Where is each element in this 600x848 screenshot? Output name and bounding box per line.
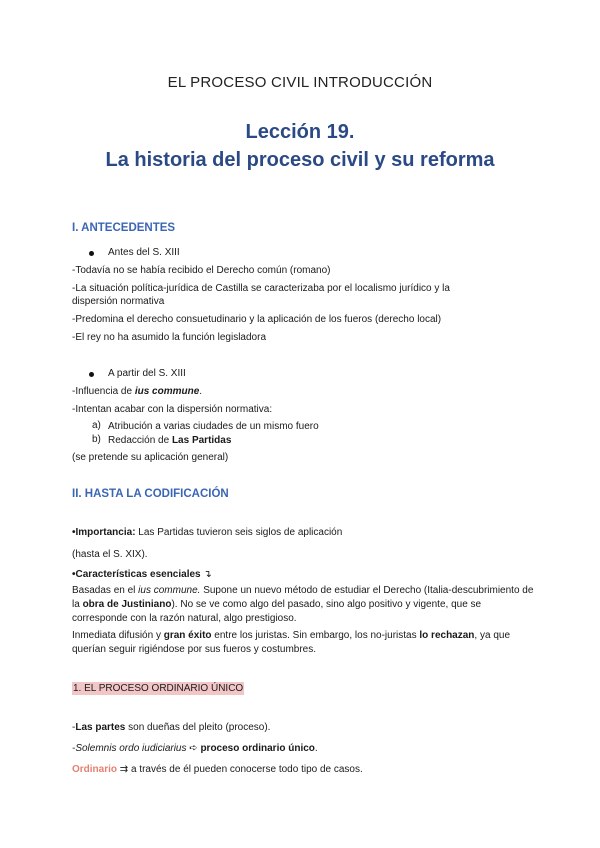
bullet-a-partir-s13: A partir del S. XIII <box>108 368 186 379</box>
lesson-number: Lección 19. <box>245 121 355 143</box>
text-intentan: -Intentan acabar con la dispersión normativa: <box>72 404 273 415</box>
text-solemnis: -Solemnis ordo iudiciarius ➪ proceso ordinario único. <box>72 743 318 754</box>
bullet-dot <box>89 251 94 256</box>
text-partes: -Las partes son dueñas del pleito (proceso). <box>72 722 271 733</box>
arrow-down-icon: ↴ <box>203 569 212 580</box>
text-ordinario: Ordinario ⇉ a través de él pueden conocerse todo tipo de casos. <box>72 764 363 775</box>
course-header: EL PROCESO CIVIL INTRODUCCIÓN <box>167 74 433 91</box>
lesson-title: La historia del proceso civil y su reforma <box>105 149 495 171</box>
text-line: -El rey no ha asumido la función legisladora <box>72 332 266 343</box>
list-marker-a: a) <box>92 420 101 431</box>
text-line: dispersión normativa <box>72 296 165 307</box>
bullet-antes-s13: Antes del S. XIII <box>108 247 180 258</box>
text-importancia-cont: (hasta el S. XIX). <box>72 549 148 560</box>
paragraph-difusion: Inmediata difusión y gran éxito entre los juristas. Sin embargo, los no-juristas lo rechazan, ya que querían seguir rigiéndose por sus fueros y costumbres. <box>72 630 511 655</box>
double-arrow-icon: ⇉ <box>117 764 131 775</box>
text-line: -Predomina el derecho consuetudinario y la aplicación de los fueros (derecho local) <box>72 314 442 325</box>
text-line: -La situación política-jurídica de Castilla se caracterizaba por el localismo jurídico y la <box>72 283 450 294</box>
section-proceso-ordinario-heading: 1. EL PROCESO ORDINARIO ÚNICO <box>73 683 244 694</box>
section-antecedentes-heading: I. ANTECEDENTES <box>72 222 176 234</box>
text-pretende: (se pretende su aplicación general) <box>72 452 229 463</box>
text-caracteristicas: •Características esenciales ↴ <box>72 569 212 580</box>
sublist-item-a: Atribución a varias ciudades de un mismo fuero <box>108 421 319 432</box>
list-marker-b: b) <box>92 434 101 445</box>
paragraph-basadas: Basadas en el ius commune. Supone un nuevo método de estudiar el Derecho (Italia-descubrimiento de la obra de Justiniano). No se ve como algo del pasado, sino algo positivo y vigente, que se corresponde con la razón natural, algo prestigioso. <box>72 585 534 624</box>
sublist-item-b: Redacción de Las Partidas <box>108 435 232 446</box>
text-influencia: -Influencia de ius commune. <box>72 386 203 397</box>
section-codificacion-heading: II. HASTA LA CODIFICACIÓN <box>72 488 229 500</box>
bullet-dot <box>89 372 94 377</box>
text-line: -Todavía no se había recibido el Derecho común (romano) <box>72 265 331 276</box>
text-importancia: •Importancia: Las Partidas tuvieron seis siglos de aplicación <box>72 527 343 538</box>
arrow-right-icon: ➪ <box>186 743 201 754</box>
